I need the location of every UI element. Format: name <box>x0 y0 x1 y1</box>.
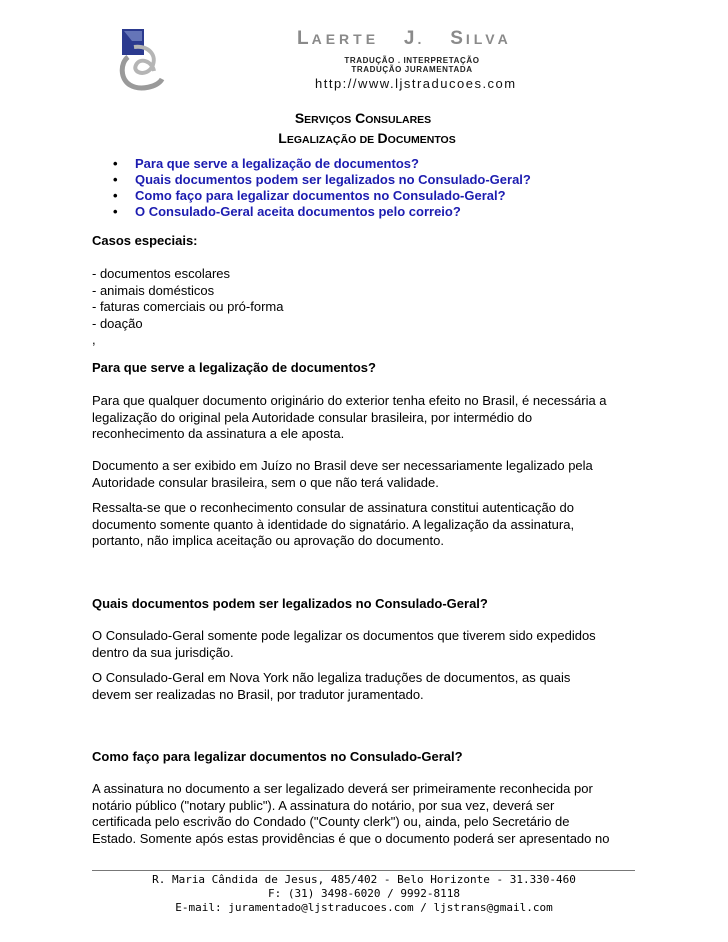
bullet-icon: • <box>113 188 118 203</box>
section-heading-how-to-legalize: Como faço para legalizar documentos no Consulado-Geral? <box>92 749 463 764</box>
paragraph: O Consulado-Geral em Nova York não legaliza traduções de documentos, as quais devem ser realizadas no Brasil, por tradutor juramentado. <box>92 670 571 702</box>
list-item: - documentos escolares <box>92 266 231 281</box>
brand-name-word: J. <box>403 28 426 49</box>
special-cases-heading: Casos especiais: <box>92 233 198 248</box>
list-item: - animais domésticos <box>92 282 215 298</box>
toc-item-how-to-legalize[interactable]: • Como faço para legalizar documentos no Consulado-Geral? <box>113 188 506 203</box>
bullet-icon: • <box>113 204 118 219</box>
brand-name-word: LAERTE <box>297 28 380 49</box>
paragraph: A assinatura no documento a ser legalizado deverá ser primeiramente reconhecida por notário público ("notary public"). A assinatura do notário, por sua vez, deverá ser certificada pelo escrivão do Condado ("County clerk") ou, ainda, pelo Secretário de Estado. Somente após estas providências é que o documento poderá ser apresentado no <box>92 781 610 846</box>
table-of-contents <box>113 156 531 220</box>
section-heading-which-documents: Quais documentos podem ser legalizados no Consulado-Geral? <box>92 596 488 611</box>
paragraph: O Consulado-Geral somente pode legalizar os documentos que tiverem sido expedidos dentro da sua jurisdição. <box>92 628 596 660</box>
bullet-icon: • <box>113 156 118 171</box>
page-title: SERVIÇOS CONSULARES <box>294 110 432 126</box>
brand-name-word: SILVA <box>450 28 512 49</box>
footer-email: E-mail: juramentado@ljstraducoes.com / ljstrans@gmail.com <box>175 901 553 914</box>
section-heading-purpose: Para que serve a legalização de documentos? <box>92 360 376 375</box>
footer-address: R. Maria Cândida de Jesus, 485/402 - Belo Horizonte - 31.330-460 <box>152 873 576 886</box>
bullet-icon: • <box>113 172 118 187</box>
tagline-interpretation: TRADUÇÃO . INTERPRETAÇÃO <box>344 56 480 65</box>
toc-item-which-documents[interactable]: • Quais documentos podem ser legalizados no Consulado-Geral? <box>113 172 531 187</box>
paragraph: Documento a ser exibido em Juízo no Brasil deve ser necessariamente legalizado pela Autoridade consular brasileira, sem o que não terá validade. <box>92 458 593 490</box>
stray-comma: , <box>92 332 96 347</box>
footer-divider <box>92 870 635 871</box>
brand-name <box>297 28 547 50</box>
paragraph: Para que qualquer documento originário do exterior tenha efeito no Brasil, é necessária a legalização do original pela Autoridade consular brasileira, por intermédio do reconhecimento da assinatura a ele aposta. <box>92 393 607 441</box>
tagline-sworn-translation: TRADUÇÃO JURAMENTADA <box>351 65 473 74</box>
page-subtitle: LEGALIZAÇÃO DE DOCUMENTOS <box>278 130 456 146</box>
toc-item-purpose[interactable]: • Para que serve a legalização de documentos? <box>113 156 419 171</box>
footer-phone: F: (31) 3498-6020 / 9992-8118 <box>267 887 461 900</box>
ljs-monogram-logo-icon <box>118 27 166 91</box>
special-cases-list <box>92 266 652 349</box>
list-item: - doação <box>92 315 143 331</box>
toc-item-mail[interactable]: • O Consulado-Geral aceita documentos pelo correio? <box>113 204 461 219</box>
list-item: - faturas comerciais ou pró-forma <box>92 299 284 314</box>
website-url: http://www.ljstraducoes.com <box>315 76 517 91</box>
paragraph: Ressalta-se que o reconhecimento consular de assinatura constitui autenticação do documento somente quanto à identidade do signatário. A legalização da assinatura, portanto, não implica aceitação ou aprovação do documento. <box>92 500 575 548</box>
